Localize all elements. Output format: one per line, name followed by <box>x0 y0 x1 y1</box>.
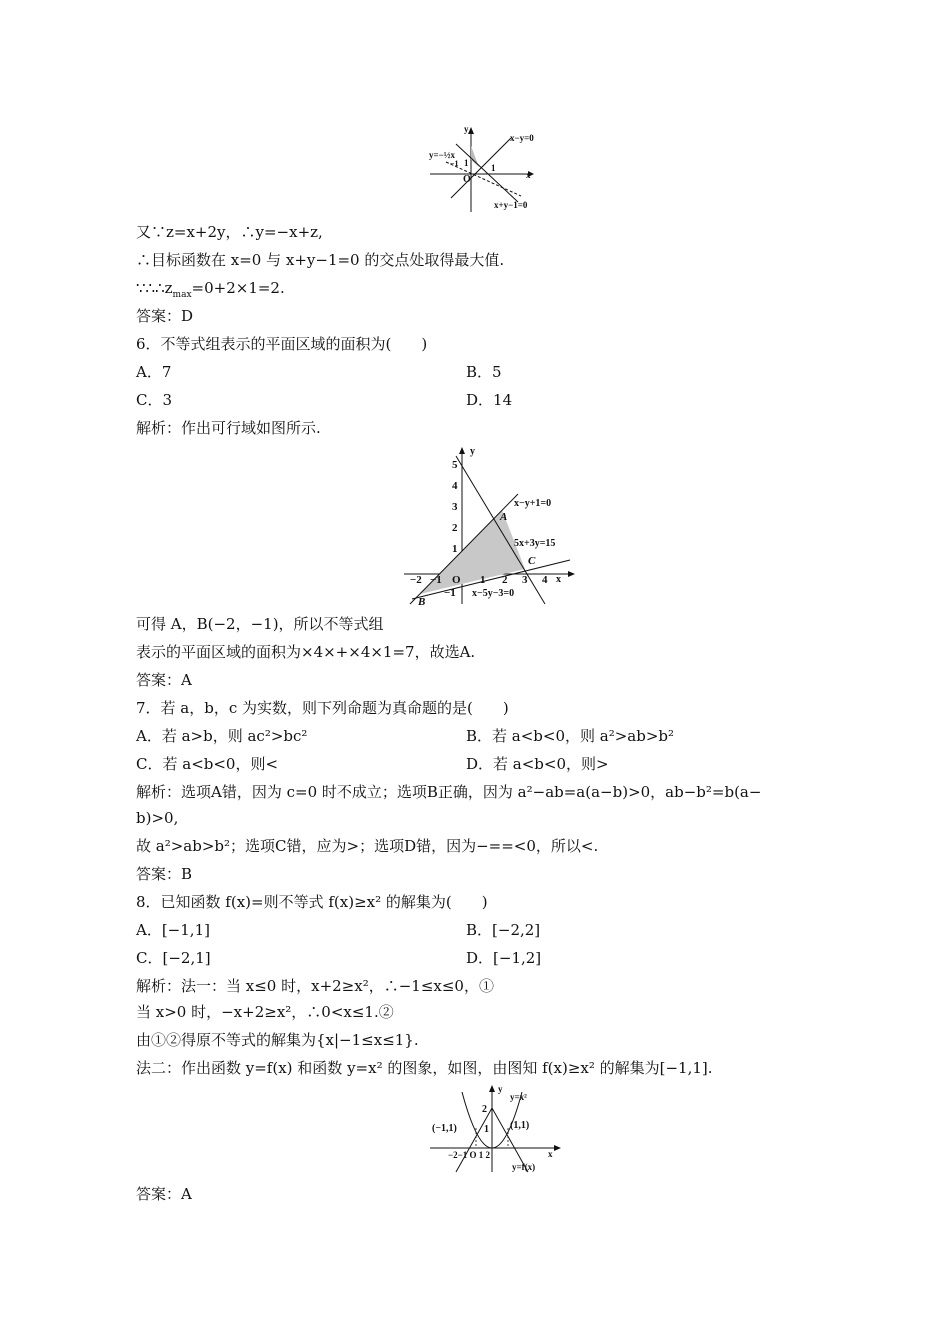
fig2-y-label: y <box>470 446 475 457</box>
fig2-ytick-4: 4 <box>452 480 458 492</box>
q8-analysis-line1: 解析：法一：当 x≤0 时，x+2≥x²，∴−1≤x≤0，① <box>136 977 494 995</box>
q8-option-d: D．[−1,2] <box>466 949 542 967</box>
fig2-ytick-neg1: −1 <box>444 587 456 599</box>
fig2-point-a: A <box>500 511 508 523</box>
q8-option-a: A．[−1,1] <box>136 921 210 939</box>
fig3-xticks: −2−1 O 1 2 <box>448 1150 491 1160</box>
q8-stem: 8．已知函数 f(x)=则不等式 f(x)≥x² 的解集为( ) <box>136 893 488 911</box>
q6-analysis: 解析：作出可行域如图所示. <box>136 419 321 437</box>
fig2-ytick-3: 3 <box>452 501 458 513</box>
q8-analysis-line3: 由①②得原不等式的解集为{x|−1≤x≤1}. <box>136 1031 419 1049</box>
fig2-ytick-2: 2 <box>452 522 458 534</box>
fig2-xtick-neg2: −2 <box>410 574 422 586</box>
q6-option-b: B．5 <box>466 363 502 381</box>
fig1-line-b: y=−½x <box>429 150 456 160</box>
fig2-line3-label: x−5y−3=0 <box>472 588 515 599</box>
figure-1-graph <box>426 124 546 214</box>
q6-answer: 答案：A <box>136 671 192 689</box>
figure-3-function-graph <box>426 1082 566 1174</box>
fig2-origin: O <box>452 574 461 586</box>
q7-option-a: A．若 a>b，则 ac²>bc² <box>136 727 308 745</box>
fig3-f-label: y=f(x) <box>512 1162 536 1172</box>
p1-answer: 答案：D <box>136 307 194 325</box>
q8-analysis-line2: 当 x>0 时，−x+2≥x²，∴0<x≤1.② <box>136 1003 394 1021</box>
q7-analysis-line1: 解析：选项A错，因为 c=0 时不成立；选项B正确，因为 a²−ab=a(a−b)>0，ab−b²=b(a− <box>136 783 762 801</box>
q7-option-c: C．若 a<b<0，则< <box>136 755 279 773</box>
fig3-x-label: x <box>548 1149 553 1159</box>
q7-option-b: B．若 a<b<0，则 a²>ab>b² <box>466 727 675 745</box>
fig1-line-c: x+y−1=0 <box>494 200 528 210</box>
fig1-tick-x: 1 <box>491 163 496 173</box>
q7-answer: 答案：B <box>136 865 193 883</box>
fig2-ytick-1: 1 <box>452 543 458 555</box>
figure-2-feasible-region <box>400 444 580 608</box>
fig1-line-a: x−y=0 <box>510 133 534 143</box>
fig2-x-label: x <box>556 574 561 585</box>
fig3-y-label: y <box>498 1084 503 1094</box>
fig2-xtick-1: 1 <box>480 574 486 586</box>
p1-line1: 又∵z=x+2y，∴y=−x+z, <box>136 223 323 241</box>
q6-stem: 6．不等式组表示的平面区域的面积为( ) <box>136 335 428 353</box>
fig2-xtick-2: 2 <box>502 574 508 586</box>
p1-line3: $\because\therefore\therefore z_{max}=0+2\times 1=2$. <box>136 279 285 300</box>
q7-option-d: D．若 a<b<0，则> <box>466 755 609 773</box>
q7-analysis-line2: b)>0, <box>136 809 179 827</box>
fig2-line2-label: 5x+3y=15 <box>514 538 556 549</box>
q6-result-line2: 表示的平面区域的面积为×4×+×4×1=7，故选A. <box>136 643 476 661</box>
fig2-point-c: C <box>528 555 536 567</box>
fig3-curve-label: y=x² <box>510 1092 527 1102</box>
fig1-y-label: y <box>464 124 469 134</box>
fig1-tick-y: 1 <box>464 158 469 168</box>
fig2-line1-label: x−y+1=0 <box>514 498 552 509</box>
q6-result-line1: 可得 A，B(−2，−1)，所以不等式组 <box>136 615 384 633</box>
q8-option-b: B．[−2,2] <box>466 921 541 939</box>
fig1-origin: O <box>463 174 471 185</box>
q8-analysis-line4: 法二：作出函数 y=f(x) 和函数 y=x² 的图象，如图，由图知 f(x)≥x² 的解集为[−1,1]. <box>136 1059 713 1077</box>
fig2-xtick-4: 4 <box>542 574 548 586</box>
fig2-point-b: B <box>418 596 426 608</box>
fig2-ytick-5: 5 <box>452 459 458 471</box>
fig2-xtick-3: 3 <box>522 574 528 586</box>
fig2-xtick-neg1: −1 <box>430 574 442 586</box>
fig3-tick-2: 2 <box>482 1104 487 1115</box>
q6-option-d: D．14 <box>466 391 513 409</box>
fig1-x-label: x <box>526 170 531 180</box>
q7-stem: 7．若 a，b，c 为实数，则下列命题为真命题的是( ) <box>136 699 509 717</box>
fig3-point-right: (1,1) <box>510 1120 530 1131</box>
fig1-tick-neg: −1 <box>450 159 459 168</box>
q8-answer: 答案：A <box>136 1185 192 1203</box>
q8-option-c: C．[−2,1] <box>136 949 211 967</box>
q7-analysis-line3: 故 a²>ab>b²；选项C错，应为>；选项D错，因为−==<0，所以<. <box>136 837 599 855</box>
q6-option-a: A．7 <box>136 363 172 381</box>
q6-option-c: C．3 <box>136 391 173 409</box>
fig3-tick-1: 1 <box>484 1124 489 1135</box>
p1-line2: ∴目标函数在 x=0 与 x+y−1=0 的交点处取得最大值. <box>136 251 505 269</box>
fig3-point-left: (−1,1) <box>432 1123 457 1134</box>
